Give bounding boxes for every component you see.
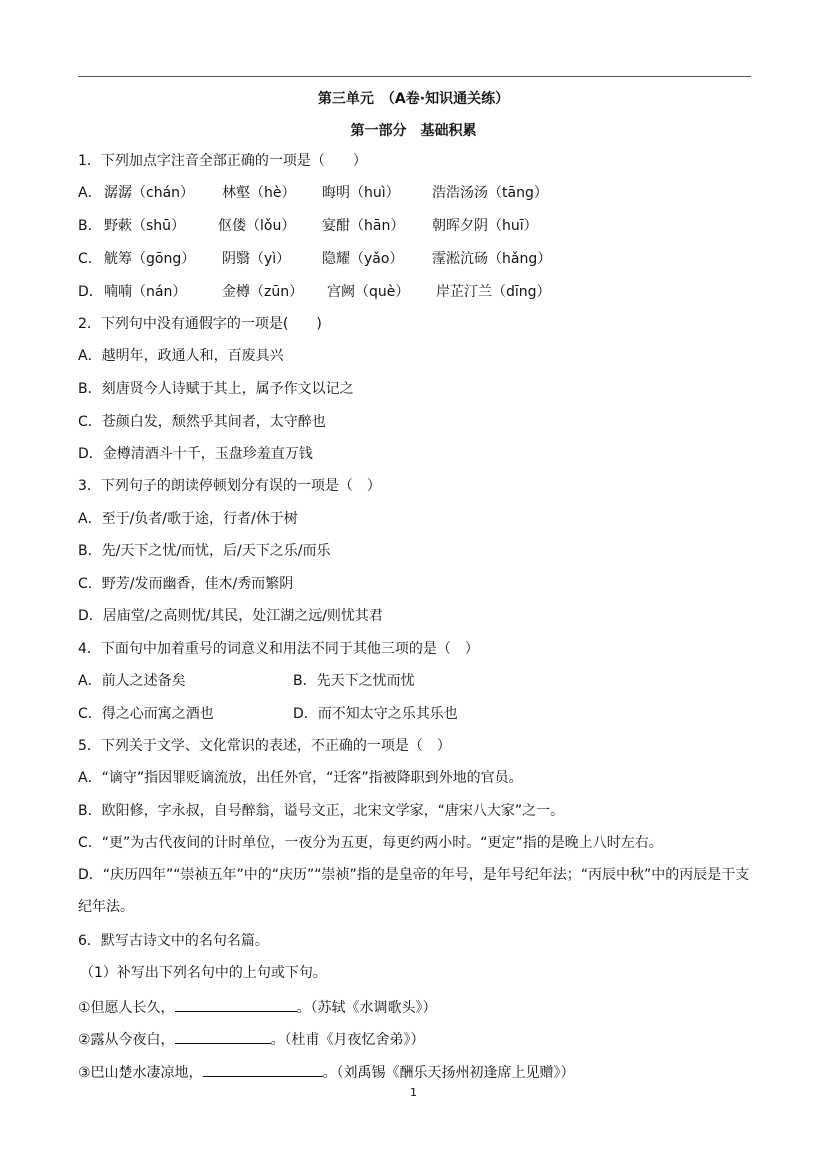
q1-option-item: 朝晖夕阴（huī） <box>432 218 538 234</box>
answer-blank[interactable] <box>175 997 297 1012</box>
q6-sub-stem: （1）补写出下列名句中的上句或下句。 <box>80 965 327 981</box>
q2-stem: 2．下列句中没有通假字的一项是( ) <box>78 316 322 332</box>
q1-option-label: B． <box>78 218 102 234</box>
header-rule <box>78 76 751 77</box>
q6-item-post: 。（杜甫《月夜忆舍弟》） <box>270 1032 425 1048</box>
q2-option-a: A．越明年，政通人和，百废具兴 <box>78 348 284 364</box>
q1-option-item: 觥筹（gōng） <box>104 251 196 267</box>
answer-blank[interactable] <box>175 1029 271 1044</box>
q3-option-b: B．先/天下之忧/而忧，后/天下之乐/而乐 <box>78 543 331 559</box>
q4-stem: 4．下面句中加着重号的词意义和用法不同于其他三项的是（ ） <box>78 641 479 657</box>
q6-item-3 <box>78 1062 575 1082</box>
q1-option-item: 浩浩汤汤（tāng） <box>432 185 548 201</box>
q5-option-b: B．欧阳修，字永叔，自号醉翁，谥号文正，北宋文学家，“唐宋八大家”之一。 <box>78 803 565 819</box>
q4-option-b: B．先天下之忧而忧 <box>293 673 415 689</box>
q4-option-a: A．前人之述备矣 <box>78 673 186 689</box>
q1-option-label: D． <box>78 284 103 300</box>
q3-option-c: C．野芳/发而幽香，佳木/秀而繁阴 <box>78 576 294 592</box>
q1-option-item: 晦明（huì） <box>322 185 400 201</box>
q1-option-item: 潺潺（chán） <box>104 185 195 201</box>
q1-option-label: A． <box>78 185 102 201</box>
q4-option-d: D．而不知太守之乐其乐也 <box>293 706 458 722</box>
q6-item-post: 。（刘禹锡《酬乐天扬州初逢席上见赠》） <box>322 1065 575 1081</box>
q1-option-item: 野蔌（shū） <box>104 218 186 234</box>
q6-item-2 <box>78 1029 425 1049</box>
q6-stem: 6．默写古诗文中的名句名篇。 <box>78 933 269 949</box>
q6-item-pre: ③巴山楚水凄凉地， <box>78 1065 203 1081</box>
q1-option-item: 宫阙（què） <box>327 284 410 300</box>
q1-option-item: 岸芷汀兰（dīng） <box>436 284 551 300</box>
q6-item-pre: ①但愿人长久， <box>78 1000 175 1016</box>
q1-option-item: 隐耀（yǎo） <box>322 251 404 267</box>
q3-option-a: A．至于/负者/歌于途，行者/休于树 <box>78 511 298 527</box>
q2-option-d: D．金樽清酒斗十千，玉盘珍羞直万钱 <box>78 446 313 462</box>
q2-option-c: C．苍颜白发，颓然乎其间者，太守醉也 <box>78 414 326 430</box>
q1-option-item: 金樽（zūn） <box>222 284 304 300</box>
q3-option-d: D．居庙堂/之高则忧/其民，处江湖之远/则忧其君 <box>78 608 383 624</box>
unit-title: 第三单元 （A卷·知识通关练） <box>317 91 510 107</box>
q6-item-pre: ②露从今夜白， <box>78 1032 175 1048</box>
q1-option-item: 宴酣（hān） <box>322 218 405 234</box>
q1-stem: 1．下列加点字注音全部正确的一项是（ ） <box>78 153 367 169</box>
q4-option-c: C．得之心而寓之酒也 <box>78 706 214 722</box>
part-title: 第一部分 基础积累 <box>350 123 477 139</box>
q1-option-item: 阴翳（yì） <box>222 251 291 267</box>
answer-blank[interactable] <box>203 1062 323 1077</box>
q6-item-post: 。（苏轼《水调歌头》） <box>296 1000 437 1016</box>
q5-option-d: D．“庆历四年”“崇祯五年”中的“庆历”“崇祯”指的是皇帝的年号，是年号纪年法；“丙辰中秋”中的丙辰是干支纪年法。 <box>78 867 750 915</box>
q6-item-1 <box>78 997 437 1017</box>
q5-option-c: C．“更”为古代夜间的计时单位，一夜分为五更，每更约两小时。“更定”指的是晚上八时左右。 <box>78 835 663 851</box>
page-number: 1 <box>410 1086 417 1099</box>
q2-option-b: B．刻唐贤今人诗赋于其上，属予作文以记之 <box>78 381 354 397</box>
q3-stem: 3．下列句子的朗读停顿划分有误的一项是（ ） <box>78 478 381 494</box>
q1-option-label: C． <box>78 251 102 267</box>
q1-option-item: 霪淞沆砀（hǎng） <box>432 251 552 267</box>
q1-option-item: 喃喃（nán） <box>104 284 187 300</box>
q1-option-item: 林壑（hè） <box>222 185 296 201</box>
q5-option-a: A．“谪守”指因罪贬谪流放，出任外官，“迁客”指被降职到外地的官员。 <box>78 770 523 786</box>
q1-option-item: 伛偻（lǒu） <box>218 218 296 234</box>
q5-stem: 5．下列关于文学、文化常识的表述，不正确的一项是（ ） <box>78 738 451 754</box>
